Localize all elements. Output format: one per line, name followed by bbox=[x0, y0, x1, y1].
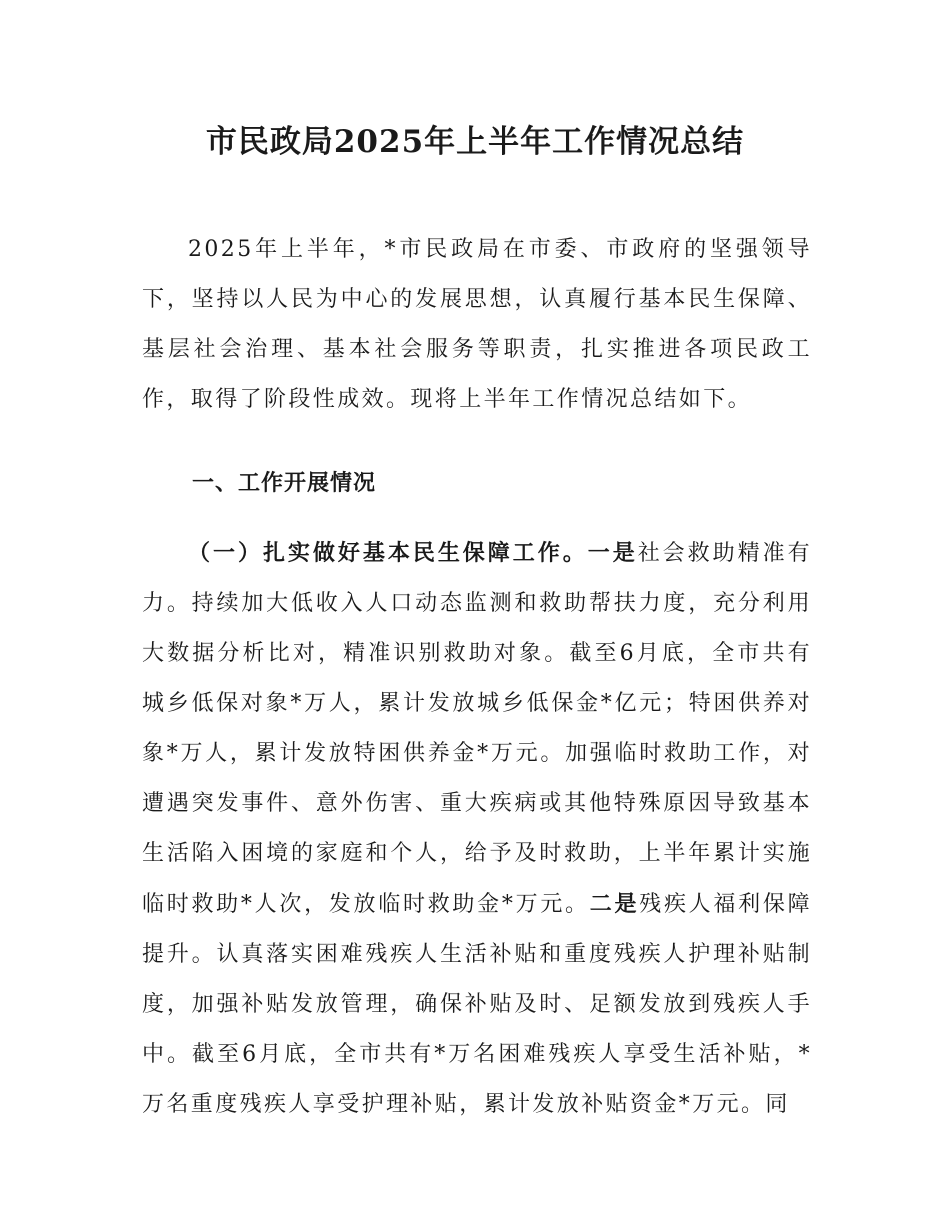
point-text-1: 社会救助精准有力。持续加大低收入人口动态监测和救助帮扶力度，充分利用大数据分析比对，精准识别救助对象。截至6月底，全市共有城乡低保对象*万人，累计发放城乡低保金*亿元；特困供养对象*万人，累计发放特困供养金*万元。加强临时救助工作，对遭遇突发事件、意外伤害、重大疾病或其他特殊原因导致基本生活陷入困境的家庭和个人，给予及时救助，上半年累计实施临时救助*人次，发放临时救助金*万元。 bbox=[142, 541, 812, 917]
subsection-heading: （一）扎实做好基本民生保障工作。 bbox=[188, 540, 588, 566]
point-text-2: 残疾人福利保障提升。认真落实困难残疾人生活补贴和重度残疾人护理补贴制度，加强补贴发放管理，确保补贴及时、足额发放到残疾人手中。截至6月底，全市共有*万名困难残疾人享受生活补贴，*万名重度残疾人享受护理补贴，累计发放补贴资金*万元。同 bbox=[142, 892, 812, 1117]
section-heading: 一、工作开展情况 bbox=[192, 470, 377, 496]
point-label-1: 一是 bbox=[587, 540, 638, 566]
document-title: 市民政局2025年上半年工作情况总结 bbox=[205, 124, 745, 160]
intro-paragraph: 2025年上半年，*市民政局在市委、市政府的坚强领导下，坚持以人民为中心的发展思想，认真履行基本民生保障、基层社会治理、基本社会服务等职责，扎实推进各项民政工作，取得了阶段性成效。现将上半年工作情况总结如下。 bbox=[142, 237, 812, 412]
point-label-2: 二是 bbox=[589, 891, 640, 917]
subsection-paragraph bbox=[142, 528, 812, 1130]
